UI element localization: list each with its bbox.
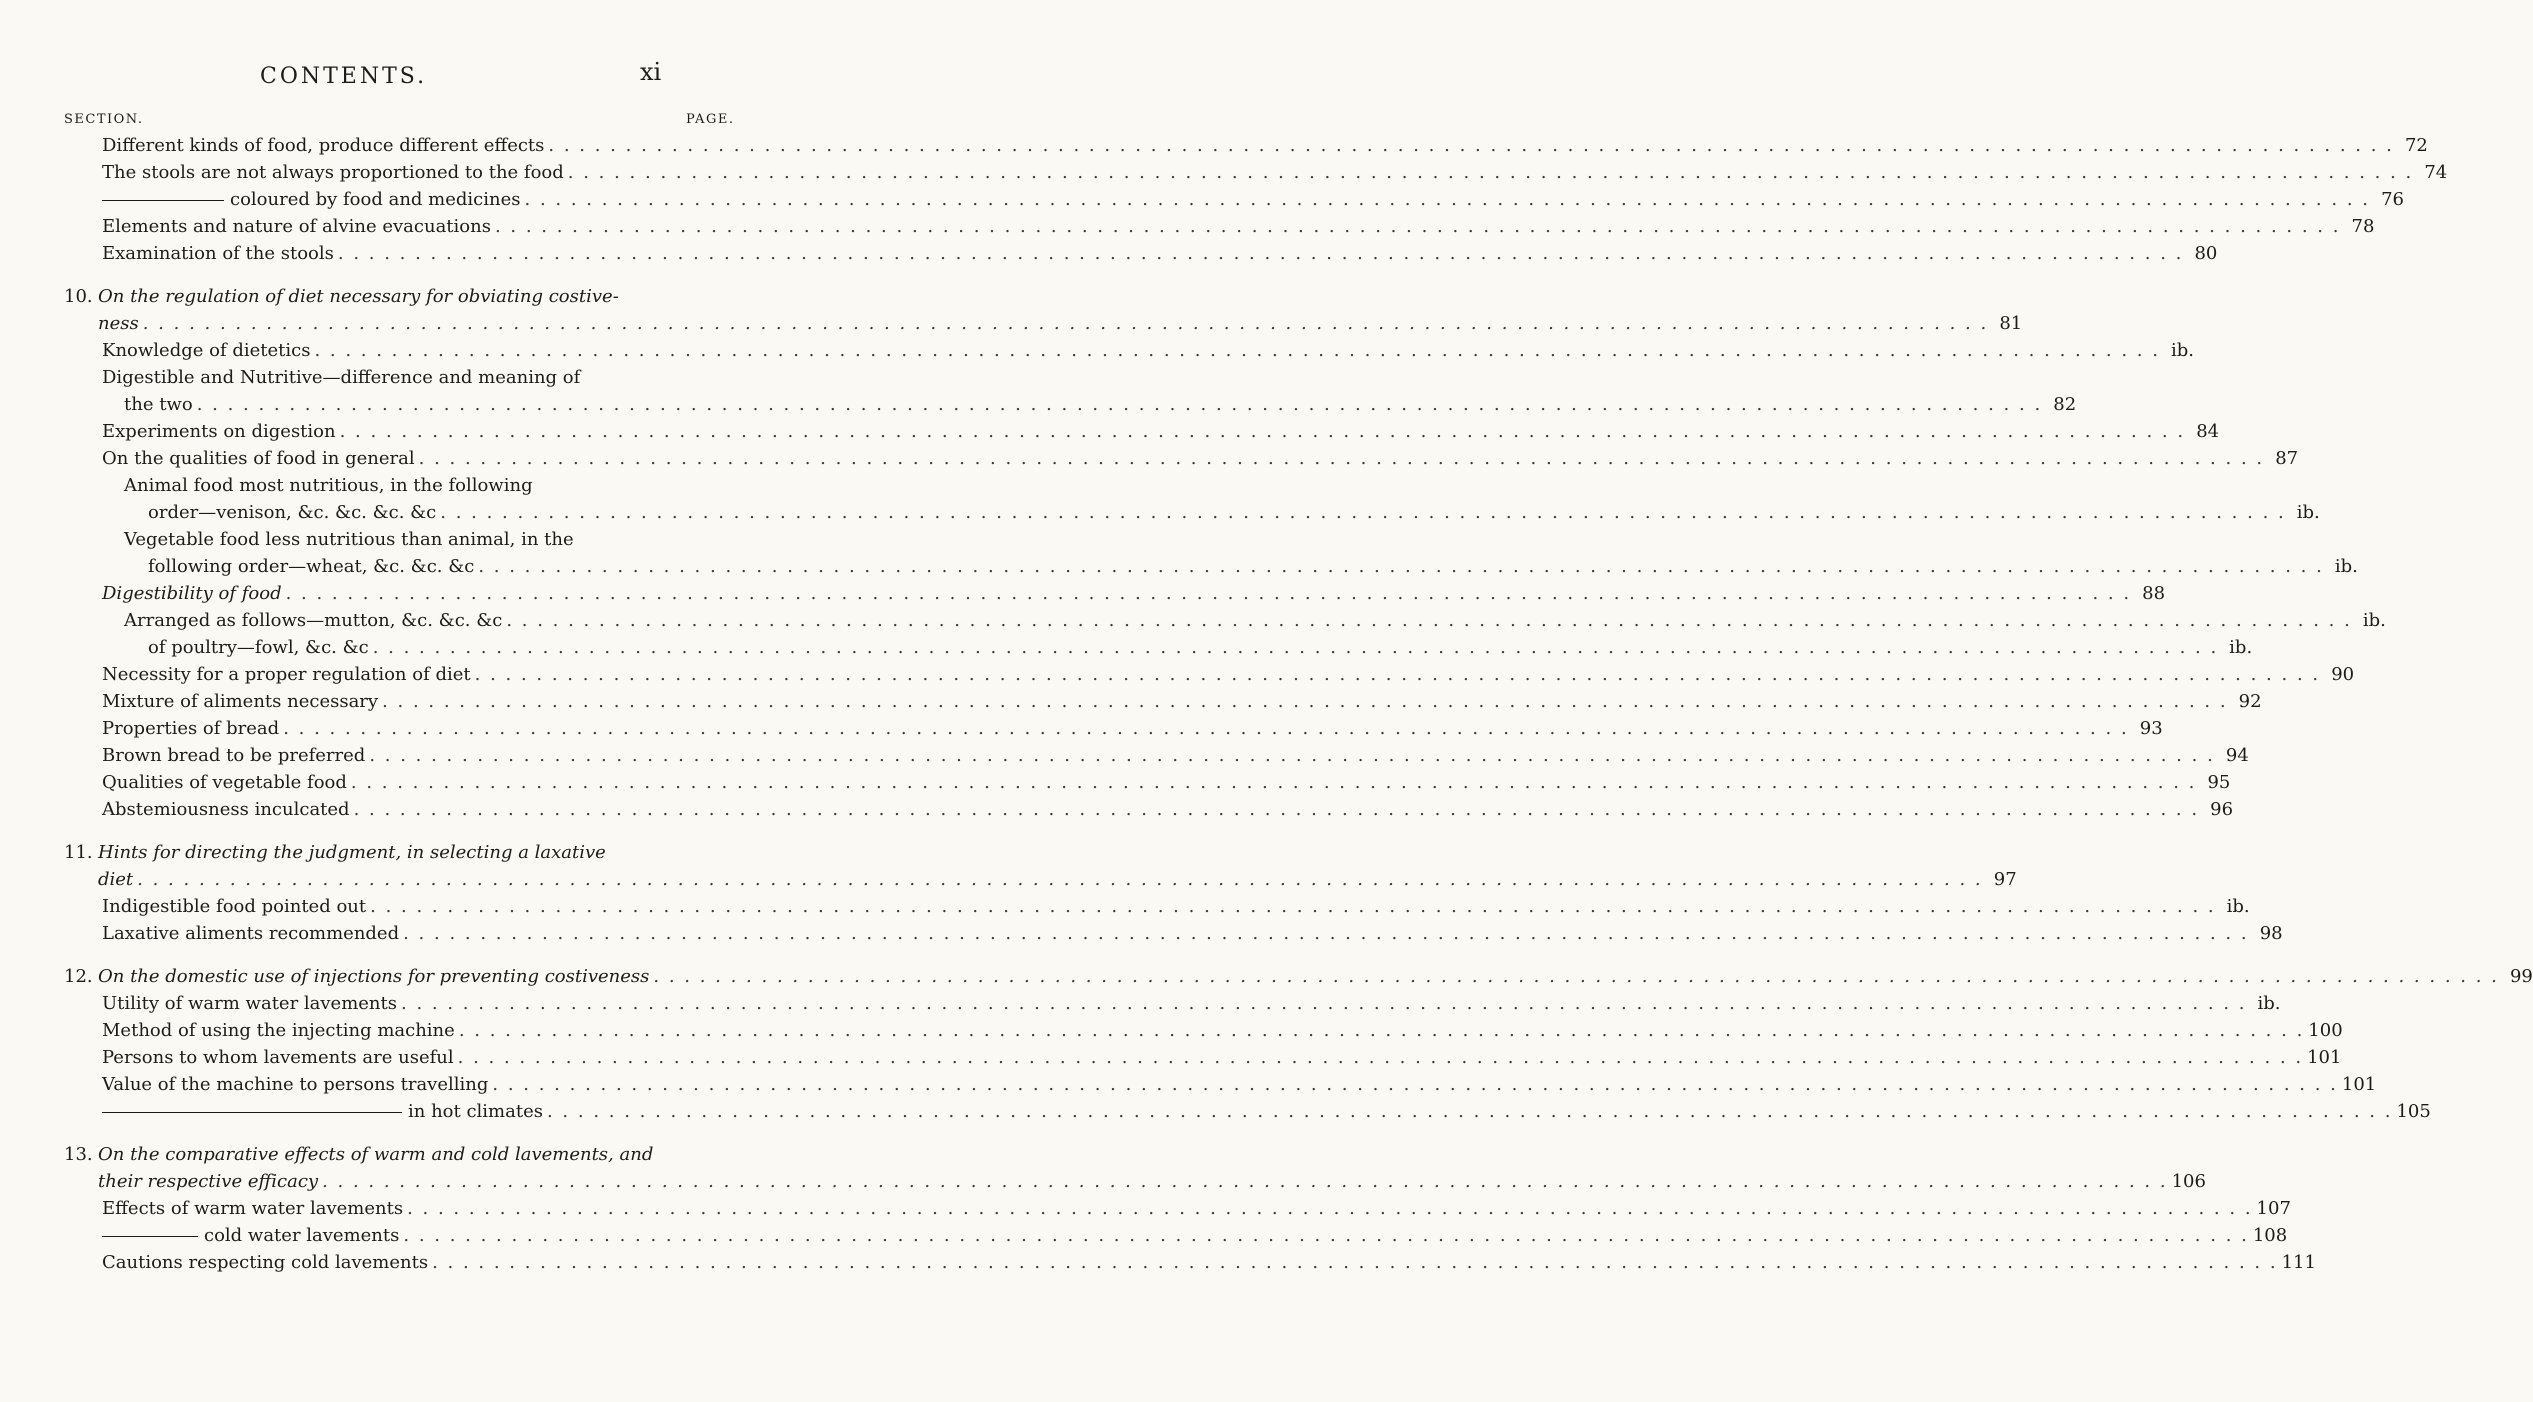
toc-entry: Arranged as follows—mutton, &c. &c. &c . . . ib.	[64, 607, 736, 634]
section-heading-continued: diet . . . 97	[64, 866, 736, 893]
page-column-heading: PAGE.	[686, 112, 735, 127]
toc-entry: following order—wheat, &c. &c. &c . . . ib.	[64, 553, 736, 580]
toc-entry: On the qualities of food in general . . . 87	[64, 445, 736, 472]
toc-entry: Digestibility of food . . . 88	[64, 580, 736, 607]
toc-entry: Qualities of vegetable food . . . 95	[64, 769, 736, 796]
section-heading-continued: ness . . . 81	[64, 310, 736, 337]
section-heading: 10. On the regulation of diet necessary for obviating costive-	[64, 283, 736, 310]
toc-entry: Different kinds of food, produce different effects . . . 72	[64, 132, 736, 159]
toc-entry: Elements and nature of alvine evacuations . . . 78	[64, 213, 736, 240]
section-column-heading: SECTION.	[64, 112, 144, 127]
toc-entry: Examination of the stools . . . 80	[64, 240, 736, 267]
section-heading: 11. Hints for directing the judgment, in selecting a laxative	[64, 839, 736, 866]
toc-entry: in hot climates . . . 105	[64, 1098, 736, 1125]
toc-entry: Cautions respecting cold lavements . . . 111	[64, 1249, 736, 1276]
toc-entry: Vegetable food less nutritious than animal, in the	[124, 529, 574, 550]
toc-entry: Properties of bread . . . 93	[64, 715, 736, 742]
toc-entry: Animal food most nutritious, in the following	[124, 475, 533, 496]
toc-entry: Abstemiousness inculcated . . . 96	[64, 796, 736, 823]
toc-entry: Effects of warm water lavements . . . 107	[64, 1195, 736, 1222]
toc-entry: Mixture of aliments necessary . . . 92	[64, 688, 736, 715]
toc-entry: Digestible and Nutritive—difference and meaning of	[102, 367, 581, 388]
toc-entry: Indigestible food pointed out . . . ib.	[64, 893, 736, 920]
toc-entry: Persons to whom lavements are useful . . . 101	[64, 1044, 736, 1071]
section-heading-continued: their respective efficacy . . . 106	[64, 1168, 736, 1195]
toc-entry: Necessity for a proper regulation of diet . . . 90	[64, 661, 736, 688]
section-number: 13.	[64, 1144, 93, 1165]
toc-entry: Knowledge of dietetics . . . ib.	[64, 337, 736, 364]
toc-entry: cold water lavements . . . 108	[64, 1222, 736, 1249]
page-title: CONTENTS.	[260, 64, 428, 89]
section-heading: 12. On the domestic use of injections for preventing costiveness . . . 99	[64, 963, 736, 990]
table-of-contents	[64, 132, 2533, 1276]
toc-entry: Value of the machine to persons travelling . . . 101	[64, 1071, 736, 1098]
toc-entry: Experiments on digestion . . . 84	[64, 418, 736, 445]
section-number: 12.	[64, 966, 93, 987]
toc-entry: Method of using the injecting machine . . . 100	[64, 1017, 736, 1044]
page-folio: xi	[640, 58, 662, 86]
section-number: 10.	[64, 286, 93, 307]
toc-entry: Laxative aliments recommended . . . 98	[64, 920, 736, 947]
section-number: 11.	[64, 842, 93, 863]
toc-entry: Utility of warm water lavements . . . ib.	[64, 990, 736, 1017]
toc-entry: Brown bread to be preferred . . . 94	[64, 742, 736, 769]
section-heading: 13. On the comparative effects of warm and cold lavements, and	[64, 1141, 736, 1168]
toc-entry: order—venison, &c. &c. &c. &c . . . ib.	[64, 499, 736, 526]
toc-entry: The stools are not always proportioned to the food . . . 74	[64, 159, 736, 186]
toc-entry: the two . . . 82	[64, 391, 736, 418]
toc-entry: coloured by food and medicines . . . 76	[64, 186, 736, 213]
toc-entry: of poultry—fowl, &c. &c . . . ib.	[64, 634, 736, 661]
